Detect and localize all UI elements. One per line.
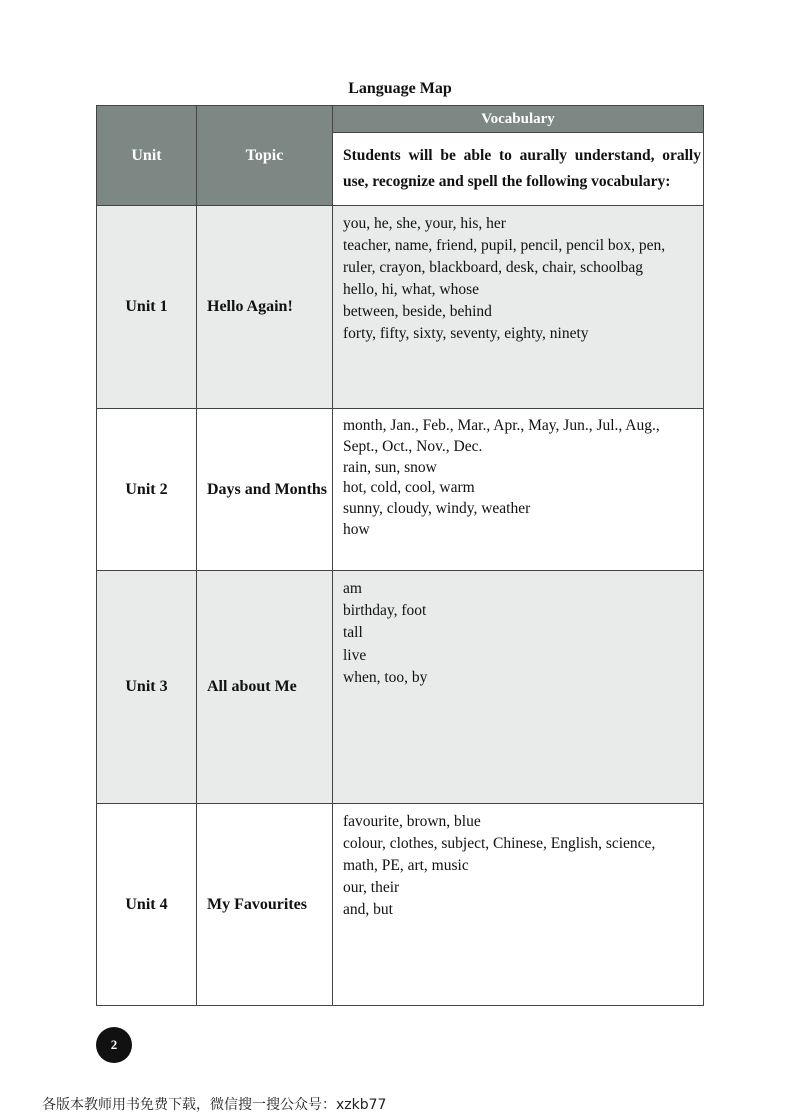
- vocabulary-list: [333, 804, 704, 1006]
- vocabulary-line: you, he, she, your, his, her: [343, 215, 506, 232]
- vocabulary-line: math, PE, art, music: [343, 857, 469, 874]
- page-number-badge: 2: [96, 1027, 132, 1063]
- vocabulary-line: rain, sun, snow: [343, 458, 437, 476]
- vocabulary-line: sunny, cloudy, windy, weather: [343, 500, 531, 518]
- page-title: Language Map: [348, 80, 452, 97]
- vocabulary-line: tall: [343, 624, 363, 642]
- vocabulary-line: birthday, foot: [343, 602, 427, 620]
- topic-label: Days and Months: [197, 409, 333, 571]
- vocabulary-list: [333, 571, 704, 804]
- unit-label: Unit 1: [97, 206, 197, 409]
- header-topic: Topic: [197, 106, 333, 206]
- table-row: [97, 409, 704, 571]
- header-unit: Unit: [97, 106, 197, 206]
- vocabulary-line: ruler, crayon, blackboard, desk, chair, schoolbag: [343, 259, 644, 276]
- vocabulary-line: hello, hi, what, whose: [343, 281, 480, 298]
- unit-label: Unit 4: [97, 804, 197, 1006]
- vocabulary-line: hot, cold, cool, warm: [343, 479, 475, 497]
- vocabulary-line: colour, clothes, subject, Chinese, English, science,: [343, 835, 656, 852]
- header-row-top: [97, 106, 704, 133]
- vocabulary-intro-line-1: Students will be able to aurally understand, orally: [343, 147, 701, 164]
- topic-label: Hello Again!: [197, 206, 333, 409]
- vocabulary-intro: [333, 133, 704, 206]
- vocabulary-line: when, too, by: [343, 668, 428, 686]
- footer-note: 各版本教师用书免费下载，微信搜一搜公众号：xzkb77: [42, 1097, 387, 1113]
- vocabulary-line: live: [343, 646, 367, 664]
- unit-label: Unit 2: [97, 409, 197, 571]
- unit-label: Unit 3: [97, 571, 197, 804]
- vocabulary-line: forty, fifty, sixty, seventy, eighty, ninety: [343, 325, 589, 342]
- vocabulary-line: between, beside, behind: [343, 303, 492, 320]
- vocabulary-line: Sept., Oct., Nov., Dec.: [343, 437, 483, 455]
- vocabulary-line: how: [343, 520, 370, 538]
- table-row: [97, 206, 704, 409]
- vocabulary-line: am: [343, 580, 362, 597]
- vocabulary-list: [333, 409, 704, 571]
- vocabulary-line: our, their: [343, 879, 400, 896]
- vocabulary-line: and, but: [343, 901, 393, 918]
- vocabulary-line: favourite, brown, blue: [343, 813, 481, 830]
- table-row: [97, 804, 704, 1006]
- topic-label: My Favourites: [197, 804, 333, 1006]
- vocabulary-line: teacher, name, friend, pupil, pencil, pencil box, pen,: [343, 237, 666, 254]
- topic-label: All about Me: [197, 571, 333, 804]
- header-vocabulary: Vocabulary: [333, 106, 704, 133]
- vocabulary-list: [333, 206, 704, 409]
- vocabulary-intro-line-2: use, recognize and spell the following vocabulary:: [343, 173, 671, 190]
- language-map-table: [96, 105, 704, 1006]
- vocabulary-line: month, Jan., Feb., Mar., Apr., May, Jun., Jul., Aug.,: [343, 417, 660, 434]
- table-row: [97, 571, 704, 804]
